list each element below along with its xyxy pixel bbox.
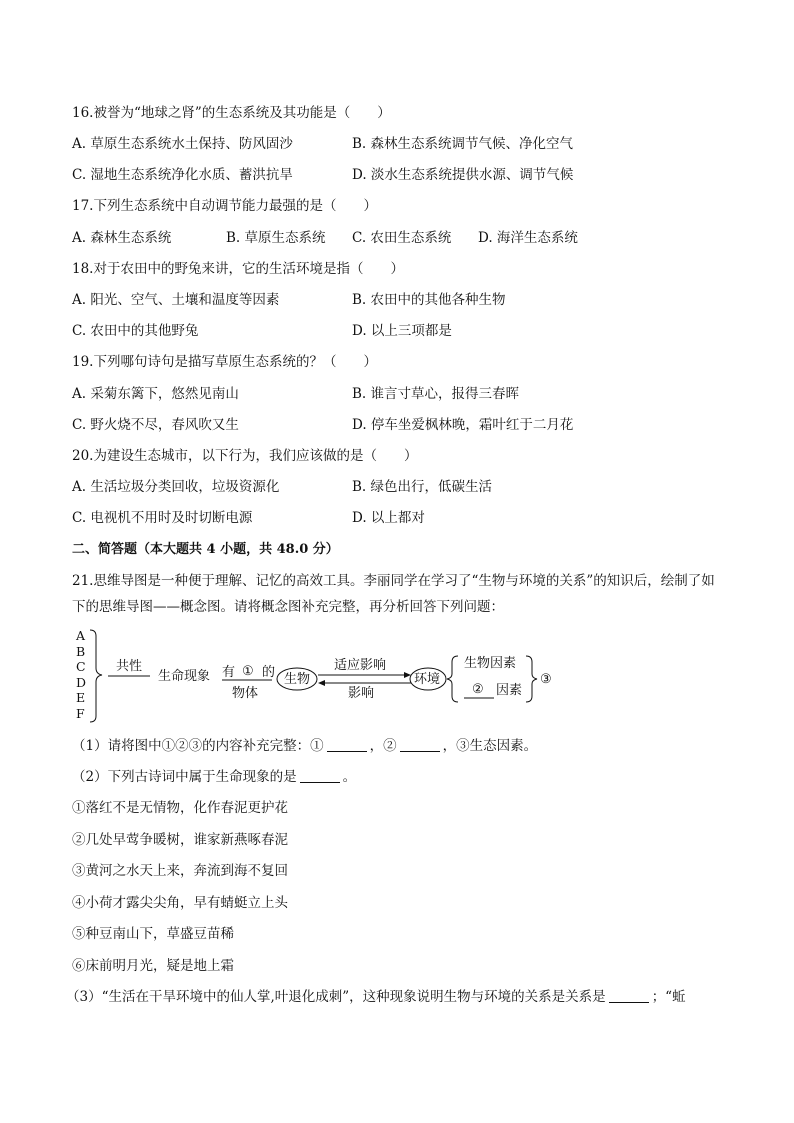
question-20-option-d[interactable]: D. 以上都对: [352, 510, 425, 526]
answer-blank-1[interactable]: [327, 737, 367, 752]
poem-3: ③黄河之水天上来，奔流到海不复回: [72, 863, 288, 879]
question-20-stem: 20.为建设生态城市，以下行为，我们应该做的是（ ）: [72, 448, 418, 464]
label-object: 物体: [232, 686, 259, 701]
section-2-heading: 二、简答题（本大题共 4 小题，共 48.0 分）: [72, 542, 339, 557]
label-influence: 影响: [348, 686, 375, 701]
question-21-stem: 21.思维导图是一种便于理解、记忆的高效工具。李丽同学在学习了“生物与环境的关系”的知识后，绘制了如下的思维导图——概念图。请将概念图补充完整，再分析回答下列问题：: [72, 573, 715, 615]
label-blank-1: ①: [242, 664, 254, 679]
question-18-option-d[interactable]: D. 以上三项都是: [352, 323, 452, 339]
poem-4: ④小荷才露尖尖角，早有蜻蜓立上头: [72, 895, 288, 911]
concept-map-lines: [72, 628, 552, 728]
label-commonality: 共性: [116, 659, 143, 674]
concept-map: [72, 628, 552, 728]
label-blank-2: ②: [472, 682, 484, 697]
question-19-option-d[interactable]: D. 停车坐爱枫林晚，霜叶红于二月花: [352, 417, 574, 433]
label-factor: 因素: [496, 683, 523, 698]
question-18-stem: 18.对于农田中的野兔来讲，它的生活环境是指（ ）: [72, 261, 404, 277]
question-18-option-c[interactable]: C. 农田中的其他野兔: [72, 323, 199, 339]
question-18-option-b[interactable]: B. 农田中的其他各种生物: [352, 292, 506, 308]
question-19-stem: 19.下列哪句诗句是描写草原生态系统的？（ ）: [72, 354, 377, 370]
question-16-option-b[interactable]: B. 森林生态系统调节气候、净化空气: [352, 136, 574, 152]
label-organism: 生物: [284, 672, 311, 687]
question-16-option-c[interactable]: C. 湿地生态系统净化水质、蓄洪抗旱: [72, 167, 293, 183]
question-17-option-a[interactable]: A. 森林生态系统: [72, 230, 172, 246]
label-of: 的: [262, 665, 276, 680]
letter-b: B: [76, 643, 86, 659]
question-17-option-d[interactable]: D. 海洋生态系统: [478, 230, 578, 246]
label-environment: 环境: [414, 672, 441, 687]
letter-a: A: [76, 628, 86, 643]
question-16-stem: 16.被誉为“地球之肾”的生态系统及其功能是（ ）: [72, 105, 391, 121]
letter-d: D: [76, 674, 87, 690]
label-blank-3: ③: [540, 672, 552, 687]
poem-6: ⑥床前明月光，疑是地上霜: [72, 958, 234, 974]
question-17-option-b[interactable]: B. 草原生态系统: [226, 230, 326, 246]
question-16-option-a[interactable]: A. 草原生态系统水土保持、防风固沙: [72, 136, 293, 152]
question-21-sub-3: （3）“生活在干旱环境中的仙人掌,叶退化成刺”，这种现象说明生物与环境的关系是关系是 ；“蚯: [66, 989, 686, 1005]
label-adapt-influence: 适应影响: [334, 658, 387, 673]
question-19-option-c[interactable]: C. 野火烧不尽，春风吹又生: [72, 417, 239, 433]
label-life-phenomenon: 生命现象: [158, 669, 211, 684]
answer-blank-2[interactable]: [400, 737, 440, 752]
question-21-sub-2: （2）下列古诗词中属于生命现象的是 。: [72, 769, 357, 785]
question-17-option-c[interactable]: C. 农田生态系统: [352, 230, 452, 246]
question-20-option-b[interactable]: B. 绿色出行，低碳生活: [352, 479, 493, 495]
question-19-option-b[interactable]: B. 谁言寸草心，报得三春晖: [352, 386, 520, 402]
letter-e: E: [76, 690, 86, 706]
question-21-sub-1: （1）请将图中①②③的内容补充完整：① ，② ，③生态因素。: [72, 738, 538, 754]
poem-1: ①落红不是无情物，化作春泥更护花: [72, 800, 288, 816]
answer-blank-3[interactable]: [609, 988, 649, 1003]
poem-2: ②几处早莺争暖树，谁家新燕啄春泥: [72, 832, 288, 848]
question-20-option-a[interactable]: A. 生活垃圾分类回收，垃圾资源化: [72, 479, 280, 495]
letter-c: C: [76, 659, 86, 675]
question-19-option-a[interactable]: A. 采菊东篱下，悠然见南山: [72, 386, 239, 402]
answer-blank-poems[interactable]: [300, 768, 340, 783]
question-20-option-c[interactable]: C. 电视机不用时及时切断电源: [72, 510, 253, 526]
label-bio-factor: 生物因素: [464, 656, 517, 671]
question-18-option-a[interactable]: A. 阳光、空气、土壤和温度等因素: [72, 292, 280, 308]
letter-f: F: [76, 705, 85, 721]
question-17-stem: 17.下列生态系统中自动调节能力最强的是（ ）: [72, 198, 377, 214]
concept-letters: [76, 628, 88, 722]
question-16-option-d[interactable]: D. 淡水生态系统提供水源、调节气候: [352, 167, 574, 183]
label-have: 有: [222, 665, 236, 680]
poem-5: ⑤种豆南山下，草盛豆苗稀: [72, 926, 234, 942]
